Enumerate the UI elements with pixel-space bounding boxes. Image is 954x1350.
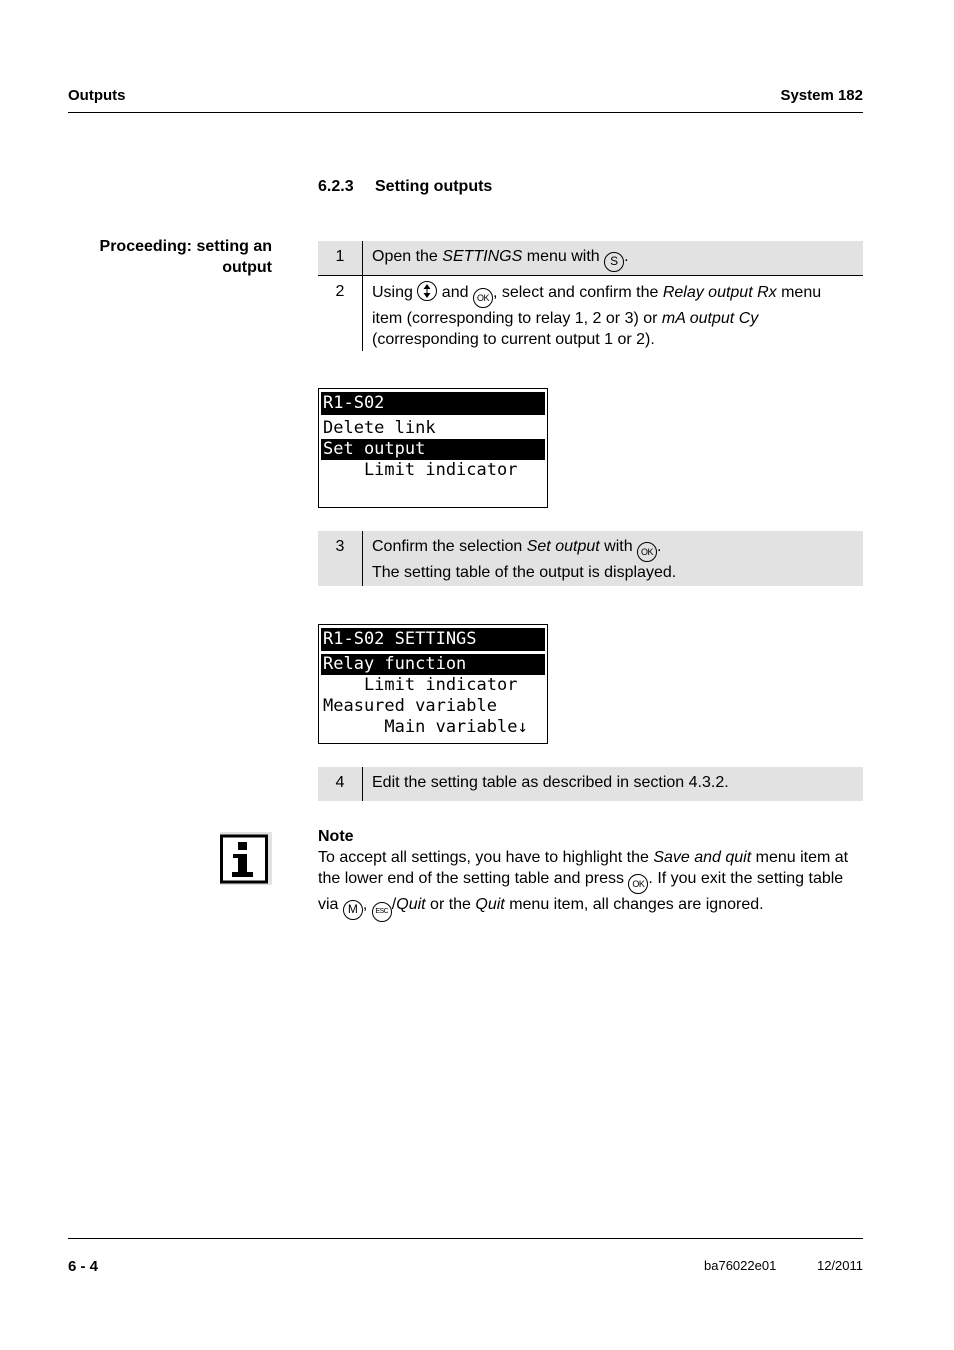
doc-id: ba76022e01 bbox=[704, 1258, 777, 1273]
lcd-title: R1-S02 bbox=[321, 392, 545, 415]
ok-key-icon: OK bbox=[628, 874, 648, 894]
text: . If you exit the setting table via bbox=[318, 870, 844, 913]
text: , select and confirm the bbox=[492, 284, 663, 301]
text: menu with bbox=[522, 248, 605, 265]
text: menu item at the lower end of the setting table and press bbox=[318, 849, 849, 887]
ok-key-icon: OK bbox=[473, 288, 493, 308]
set-output-name: Set output bbox=[526, 538, 600, 555]
lcd-line-selected: Set output bbox=[321, 439, 545, 460]
step-number: 2 bbox=[318, 276, 363, 351]
step-row-3 bbox=[318, 531, 863, 586]
text: Confirm the selection bbox=[372, 538, 527, 555]
steps-table-1 bbox=[318, 241, 863, 351]
text: / bbox=[391, 896, 397, 913]
text: or the bbox=[425, 896, 476, 913]
header-right: System 182 bbox=[780, 87, 863, 104]
text: menu item (corresponding to relay 1, 2 or 3) or bbox=[372, 284, 822, 327]
lcd-line-selected: Relay function bbox=[321, 654, 545, 675]
steps-table-3 bbox=[318, 767, 863, 801]
side-label bbox=[100, 236, 272, 278]
step-text bbox=[363, 276, 863, 351]
m-key-icon: M bbox=[343, 900, 363, 920]
note-title: Note bbox=[318, 828, 354, 845]
quit-name: Quit bbox=[475, 896, 505, 913]
ma-output-name: mA output Cy bbox=[661, 310, 759, 327]
section-title bbox=[318, 178, 492, 196]
note bbox=[318, 826, 863, 922]
save-and-quit-name: Save and quit bbox=[653, 849, 752, 866]
step-text: Edit the setting table as described in section 4.3.2. bbox=[372, 774, 729, 791]
ok-key-icon: OK bbox=[637, 542, 657, 562]
section-number: 6.2.3 bbox=[318, 178, 354, 195]
header-left: Outputs bbox=[68, 87, 126, 104]
text: (corresponding to current output 1 or 2). bbox=[372, 331, 655, 348]
section-title-text: Setting outputs bbox=[375, 178, 493, 195]
text: Open the bbox=[372, 248, 443, 265]
text: with bbox=[599, 538, 638, 555]
note-text bbox=[318, 847, 863, 922]
step-row-2 bbox=[318, 276, 863, 351]
settings-menu-name: SETTINGS bbox=[442, 248, 523, 265]
relay-output-name: Relay output Rx bbox=[662, 284, 777, 301]
lcd-line: Measured variable bbox=[323, 696, 497, 716]
esc-key-icon: ESC bbox=[372, 902, 392, 922]
footer-rule bbox=[68, 1238, 863, 1239]
side-label-line2: output bbox=[222, 259, 272, 276]
step-number: 4 bbox=[318, 767, 363, 801]
lcd-title: R1-S02 SETTINGS bbox=[321, 628, 545, 651]
text: Using bbox=[372, 284, 418, 301]
header-rule bbox=[68, 112, 863, 113]
text: . bbox=[624, 248, 629, 265]
doc-date: 12/2011 bbox=[816, 1258, 863, 1273]
step-row-1 bbox=[318, 241, 863, 276]
step-text bbox=[363, 531, 863, 586]
s-key-icon: S bbox=[604, 252, 624, 272]
step-text bbox=[363, 241, 863, 275]
text: The setting table of the output is displayed. bbox=[372, 564, 677, 581]
step-number: 1 bbox=[318, 241, 363, 275]
step-row-4 bbox=[318, 767, 863, 801]
up-down-arrow-key-icon bbox=[417, 281, 437, 301]
page-number: 6 - 4 bbox=[68, 1258, 99, 1275]
text: , bbox=[362, 896, 372, 913]
text: menu item, all changes are ignored. bbox=[504, 896, 764, 913]
text: . bbox=[657, 538, 662, 555]
lcd-line: Delete link bbox=[323, 418, 436, 438]
text: To accept all settings, you have to highlight the bbox=[318, 849, 654, 866]
lcd-display-1 bbox=[318, 388, 548, 508]
lcd-display-2 bbox=[318, 624, 548, 744]
side-label-line1: Proceeding: setting an bbox=[99, 238, 272, 255]
text: and bbox=[437, 284, 473, 301]
steps-table-2 bbox=[318, 531, 863, 586]
quit-name: Quit bbox=[396, 896, 426, 913]
info-icon bbox=[220, 832, 272, 885]
lcd-line: Limit indicator bbox=[323, 460, 518, 480]
lcd-line: Main variable↓ bbox=[323, 717, 528, 737]
lcd-line: Limit indicator bbox=[323, 675, 518, 695]
step-number: 3 bbox=[318, 531, 363, 586]
